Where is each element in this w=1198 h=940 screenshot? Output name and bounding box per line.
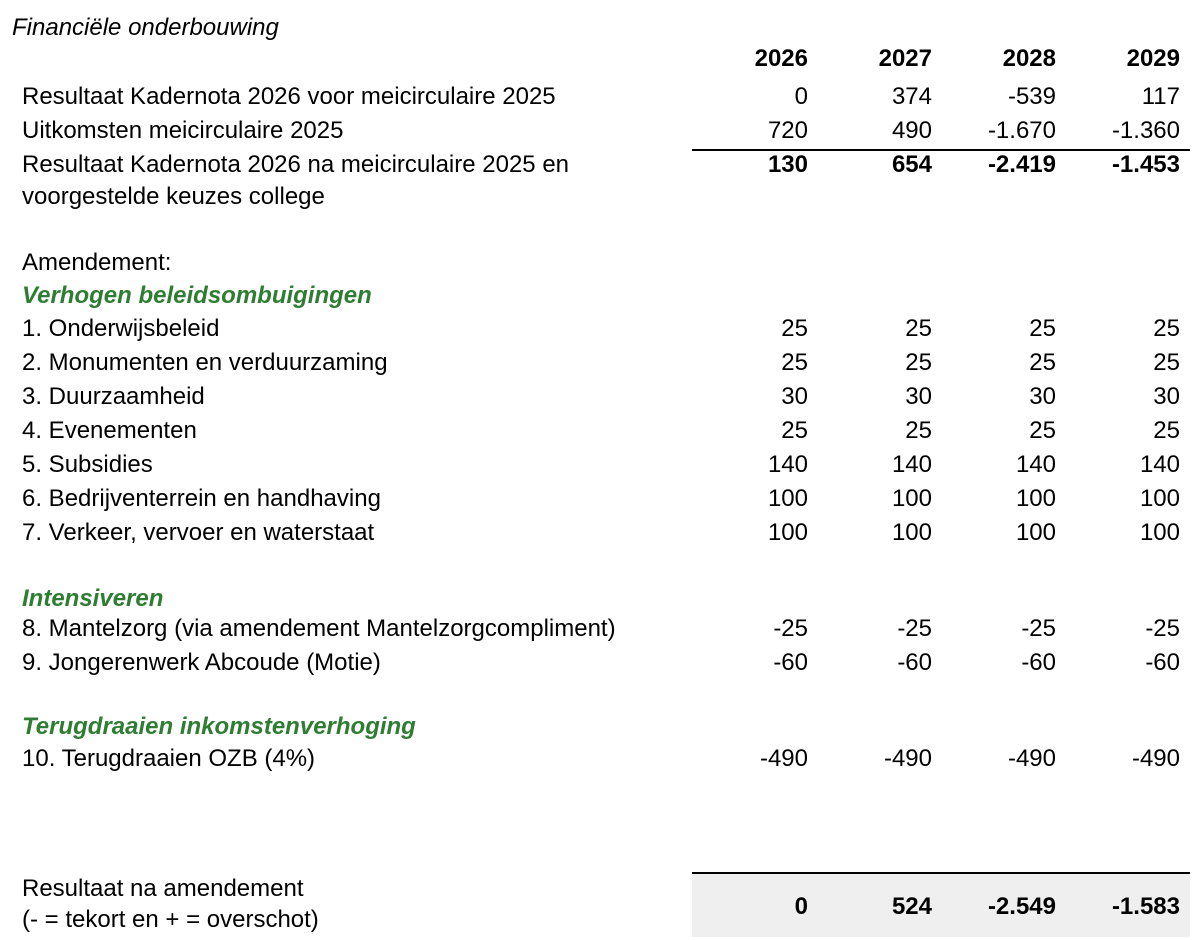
cell-value: 25: [905, 349, 932, 376]
table-row: [22, 615, 1190, 649]
table-row: [22, 349, 1190, 383]
cell-value: -490: [759, 745, 808, 772]
cell-value: 25: [1153, 349, 1180, 376]
cell-value: 117: [1141, 83, 1180, 110]
cell-value: -25: [897, 615, 932, 642]
year-header-row: [22, 45, 1190, 79]
cell-value: 140: [891, 451, 932, 478]
amendement-label: Amendement:: [22, 249, 172, 276]
cell-value: 30: [1029, 383, 1056, 410]
year-header: 2026: [754, 45, 808, 72]
table-row-continuation: [22, 183, 1190, 217]
cell-value: -25: [1021, 615, 1056, 642]
result-value: -1.583: [1111, 893, 1180, 920]
section-heading: [22, 282, 1190, 316]
result-value: 0: [794, 893, 808, 920]
table-row: [22, 451, 1190, 485]
cell-value: -2.419: [987, 151, 1056, 178]
cell-value: 100: [1015, 519, 1056, 546]
cell-value: 25: [1029, 349, 1056, 376]
cell-value: 140: [1015, 451, 1056, 478]
result-value: -2.549: [987, 893, 1056, 920]
row-label: voorgestelde keuzes college: [22, 183, 325, 210]
cell-value: 25: [781, 349, 808, 376]
section-heading-text: Verhogen beleidsombuigingen: [22, 282, 372, 309]
table-row: [22, 649, 1190, 683]
result-values-row: [22, 893, 1190, 927]
row-label: 10. Terugdraaien OZB (4%): [22, 745, 316, 772]
cell-value: 25: [1029, 315, 1056, 342]
cell-value: -60: [773, 649, 808, 676]
cell-value: 25: [1153, 315, 1180, 342]
cell-value: 25: [781, 417, 808, 444]
row-label: 8. Mantelzorg (via amendement Mantelzorgcompliment): [22, 615, 616, 642]
result-rule: [692, 872, 1190, 874]
cell-value: 130: [767, 151, 808, 178]
table-row: [22, 745, 1190, 779]
table-row: [22, 83, 1190, 117]
section-heading: [22, 713, 1190, 747]
cell-value: 25: [781, 315, 808, 342]
year-header: 2029: [1126, 45, 1180, 72]
cell-value: 100: [1139, 485, 1180, 512]
section-intro: [22, 249, 1190, 283]
cell-value: 30: [1153, 383, 1180, 410]
cell-value: 30: [905, 383, 932, 410]
table-row: [22, 417, 1190, 451]
cell-value: 100: [891, 485, 932, 512]
cell-value: 654: [891, 151, 932, 178]
row-label: 1. Onderwijsbeleid: [22, 315, 220, 342]
row-label: 9. Jongerenwerk Abcoude (Motie): [22, 649, 381, 676]
table-row: [22, 485, 1190, 519]
cell-value: -60: [1145, 649, 1180, 676]
row-label: 4. Evenementen: [22, 417, 197, 444]
result-label: Resultaat na amendement: [22, 875, 304, 902]
cell-value: 100: [767, 485, 808, 512]
cell-value: 100: [1015, 485, 1056, 512]
result-value: 524: [891, 893, 932, 920]
cell-value: -490: [1131, 745, 1180, 772]
row-label: 3. Duurzaamheid: [22, 383, 205, 410]
cell-value: 140: [767, 451, 808, 478]
cell-value: -539: [1007, 83, 1056, 110]
cell-value: 30: [781, 383, 808, 410]
row-label: Resultaat Kadernota 2026 na meicirculaire 2025 en: [22, 151, 570, 178]
cell-value: 0: [794, 83, 808, 110]
row-label: 2. Monumenten en verduurzaming: [22, 349, 388, 376]
cell-value: 374: [891, 83, 932, 110]
table-row: [22, 383, 1190, 417]
cell-value: -1.453: [1111, 151, 1180, 178]
row-label: Uitkomsten meicirculaire 2025: [22, 117, 344, 144]
section-heading-text: Intensiveren: [22, 585, 164, 612]
cell-value: -1.360: [1111, 117, 1180, 144]
cell-value: -490: [883, 745, 932, 772]
row-label: 7. Verkeer, vervoer en waterstaat: [22, 519, 375, 546]
section-heading-text: Terugdraaien inkomstenverhoging: [22, 713, 416, 740]
section-heading: [22, 585, 1190, 619]
cell-value: -490: [1007, 745, 1056, 772]
cell-value: 25: [905, 315, 932, 342]
cell-value: -25: [1145, 615, 1180, 642]
cell-value: 25: [1153, 417, 1180, 444]
cell-value: 490: [891, 117, 932, 144]
row-label: Resultaat Kadernota 2026 voor meicirculaire 2025: [22, 83, 556, 110]
cell-value: -60: [1021, 649, 1056, 676]
cell-value: -1.670: [987, 117, 1056, 144]
year-header: 2027: [878, 45, 932, 72]
cell-value: -60: [897, 649, 932, 676]
cell-value: 25: [1029, 417, 1056, 444]
row-label: 6. Bedrijventerrein en handhaving: [22, 485, 381, 512]
cell-value: 25: [905, 417, 932, 444]
table-row: [22, 519, 1190, 553]
cell-value: 140: [1139, 451, 1180, 478]
cell-value: 100: [891, 519, 932, 546]
table-row: [22, 117, 1190, 151]
cell-value: 100: [1139, 519, 1180, 546]
document-title: Financiële onderbouwing: [12, 14, 279, 41]
cell-value: 100: [767, 519, 808, 546]
table-row: [22, 151, 1190, 185]
cell-value: -25: [773, 615, 808, 642]
result-label-note: (- = tekort en + = overschot): [22, 906, 319, 933]
cell-value: 720: [767, 117, 808, 144]
table-row: [22, 315, 1190, 349]
year-header: 2028: [1002, 45, 1056, 72]
row-label: 5. Subsidies: [22, 451, 153, 478]
